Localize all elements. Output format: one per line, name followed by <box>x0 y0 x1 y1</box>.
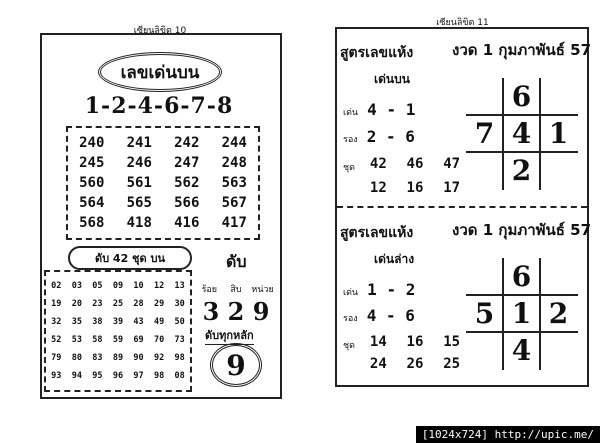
pairs-box <box>44 270 192 392</box>
bottom-line-2-value: 4 - 6 <box>366 306 415 325</box>
top-set-number: 42 <box>369 156 387 172</box>
top-line-1-value: 4 - 1 <box>367 100 416 119</box>
bottom-set-number: 25 <box>443 356 461 372</box>
pair-row-cell: 73 <box>174 335 185 345</box>
top-formula-title: สูตรเลขแห้ง <box>340 45 414 61</box>
watermark-text: [1024x724] http://upic.me/ <box>421 428 594 441</box>
bottom-set-row-2 <box>360 356 470 372</box>
pair-row <box>46 331 190 349</box>
top-set-number: 16 <box>406 180 424 196</box>
dub-column-label: ร้อย <box>201 285 218 295</box>
pair-row <box>46 277 190 295</box>
triple-row-cell: 416 <box>174 215 200 231</box>
bottom-grid-bottom: 4 <box>511 334 532 367</box>
pair-row-cell: 53 <box>71 335 82 345</box>
pair-row-cell: 39 <box>112 317 124 327</box>
bottom-set-number: 24 <box>369 356 387 372</box>
pair-row-cell: 20 <box>71 299 82 309</box>
pair-row-cell: 29 <box>153 299 165 309</box>
pair-row-cell: 50 <box>174 317 185 327</box>
top-set-number: 47 <box>443 156 461 172</box>
triple-row-cell: 417 <box>221 215 247 231</box>
pair-row-cell: 35 <box>71 317 82 327</box>
pair-row <box>46 349 190 367</box>
dub-count-label: ดับ 42 ชุด บน <box>94 252 166 265</box>
top-section-title: เด่นบน <box>374 72 410 86</box>
bottom-set-label: ชุด <box>343 341 355 351</box>
top-line-1 <box>343 100 415 119</box>
pair-row-cell: 59 <box>112 335 124 345</box>
triple-row-cell: 563 <box>221 175 247 191</box>
left-page-header: เซียนลิขิต 10 <box>133 26 187 36</box>
bottom-grid-top: 6 <box>511 260 532 293</box>
triple-row-cell: 247 <box>174 155 200 171</box>
bottom-line-2 <box>343 306 415 325</box>
pair-row-cell: 58 <box>92 335 103 345</box>
pair-row-cell: 52 <box>51 335 62 345</box>
bottom-set-number: 15 <box>443 334 461 350</box>
bottom-grid-mid-1: 5 <box>474 297 495 330</box>
pair-row-cell: 95 <box>92 371 103 381</box>
pair-row-cell: 49 <box>153 317 165 327</box>
triple-row <box>68 153 258 173</box>
triple-row-cell: 565 <box>126 195 152 211</box>
top-line-1-label: เด่น <box>343 108 359 118</box>
triple-row <box>68 213 258 233</box>
top-set-number: 46 <box>406 156 424 172</box>
triple-row-cell: 244 <box>221 135 247 151</box>
dub-all-oval <box>210 343 262 387</box>
bottom-line-1-value: 1 - 2 <box>367 280 416 299</box>
triples-table <box>68 128 258 233</box>
triple-row-cell: 561 <box>126 175 152 191</box>
dub-digits: 3 2 9 <box>202 297 270 326</box>
pair-row-cell: 80 <box>71 353 82 363</box>
pair-row-cell: 13 <box>174 281 185 291</box>
pair-row-cell: 94 <box>71 371 82 381</box>
triple-row-cell: 248 <box>221 155 247 171</box>
title-banner <box>98 52 222 92</box>
bottom-set-number: 14 <box>369 334 387 350</box>
bottom-grid-mid-3: 2 <box>548 297 569 330</box>
dub-columns <box>196 282 276 296</box>
title-banner-text: เลขเด่นบน <box>120 62 200 83</box>
pair-row <box>46 367 190 385</box>
top-set-number: 17 <box>443 180 461 196</box>
pair-row-cell: 90 <box>133 353 144 363</box>
bottom-section-title: เด่นล่าง <box>374 252 415 266</box>
top-line-2 <box>343 127 415 146</box>
triple-row-cell: 567 <box>221 195 247 211</box>
dub-all-digit: 9 <box>226 348 246 382</box>
pair-row-cell: 30 <box>174 299 185 309</box>
triple-row-cell: 242 <box>174 135 200 151</box>
top-line-2-value: 2 - 6 <box>366 127 415 146</box>
triple-row-cell: 568 <box>79 215 105 231</box>
triple-row-cell: 566 <box>174 195 200 211</box>
top-grid-mid-2: 4 <box>511 117 532 150</box>
bottom-draw-date: งวด 1 กุมภาพันธ์ 57 <box>452 221 592 239</box>
bottom-grid-mid-2: 1 <box>511 297 532 330</box>
pair-row-cell: 08 <box>174 371 185 381</box>
top-line-2-label: รอง <box>343 135 358 145</box>
bottom-set-number: 16 <box>406 334 424 350</box>
pair-row-cell: 93 <box>51 371 62 381</box>
pair-row-cell: 28 <box>133 299 144 309</box>
bottom-formula-title: สูตรเลขแห้ง <box>340 225 414 241</box>
dub-title: ดับ <box>226 252 247 271</box>
pair-row-cell: 23 <box>92 299 103 309</box>
bottom-line-1-label: เด่น <box>343 288 359 298</box>
right-divider <box>337 206 587 208</box>
lead-digits: 1-2-4-6-7-8 <box>84 93 234 119</box>
top-set-row-1 <box>360 156 470 172</box>
pair-row-cell: 12 <box>153 281 165 291</box>
pair-row-cell: 02 <box>51 281 62 291</box>
pair-row-cell: 05 <box>92 281 103 291</box>
triple-row-cell: 246 <box>126 155 152 171</box>
dub-column-label: หน่วย <box>251 285 274 295</box>
pair-row-cell: 38 <box>92 317 103 327</box>
pair-row-cell: 19 <box>51 299 62 309</box>
pair-row-cell: 83 <box>92 353 103 363</box>
pair-row-cell: 43 <box>133 317 144 327</box>
dub-all-label: ดับทุกหลัก <box>205 326 254 345</box>
top-grid-top: 6 <box>511 80 532 113</box>
pair-row-cell: 79 <box>51 353 62 363</box>
bottom-line-1 <box>343 280 415 299</box>
triple-row-cell: 240 <box>79 135 105 151</box>
pair-row-cell: 89 <box>112 353 124 363</box>
pair-row <box>46 313 190 331</box>
pair-row-cell: 98 <box>153 371 165 381</box>
pair-row-cell: 10 <box>133 281 144 291</box>
top-grid-mid-3: 1 <box>548 117 569 150</box>
pairs-table <box>46 272 190 385</box>
triple-row-cell: 562 <box>174 175 200 191</box>
top-grid-bottom: 2 <box>511 154 532 187</box>
pair-row-cell: 69 <box>133 335 144 345</box>
pair-row-cell: 70 <box>153 335 165 345</box>
dub-count-badge <box>68 246 192 270</box>
triple-row-cell: 241 <box>126 135 152 151</box>
triple-row-cell: 564 <box>79 195 105 211</box>
pair-row-cell: 96 <box>112 371 124 381</box>
top-grid-mid-1: 7 <box>474 117 495 150</box>
pair-row-cell: 97 <box>133 371 144 381</box>
pair-row-cell: 09 <box>112 281 124 291</box>
watermark-bar <box>416 426 600 443</box>
pair-row-cell: 98 <box>174 353 185 363</box>
top-set-number: 12 <box>369 180 387 196</box>
triple-row-cell: 245 <box>79 155 105 171</box>
pair-row <box>46 295 190 313</box>
dub-column-label: สิบ <box>230 285 242 295</box>
pair-row-cell: 32 <box>51 317 62 327</box>
top-set-row-2 <box>360 180 470 196</box>
triples-box <box>66 126 260 240</box>
top-set-label: ชุด <box>343 163 355 173</box>
right-page-header: เซียนลิขิต 11 <box>436 18 489 28</box>
top-draw-date: งวด 1 กุมภาพันธ์ 57 <box>452 41 592 59</box>
bottom-set-number: 26 <box>406 356 424 372</box>
triple-row <box>68 133 258 153</box>
pair-row-cell: 03 <box>71 281 82 291</box>
triple-row-cell: 560 <box>79 175 105 191</box>
pair-row-cell: 92 <box>153 353 165 363</box>
pair-row-cell: 25 <box>112 299 124 309</box>
triple-row-cell: 418 <box>126 215 152 231</box>
triple-row <box>68 193 258 213</box>
triple-row <box>68 173 258 193</box>
bottom-set-row-1 <box>360 334 470 350</box>
bottom-line-2-label: รอง <box>343 314 358 324</box>
